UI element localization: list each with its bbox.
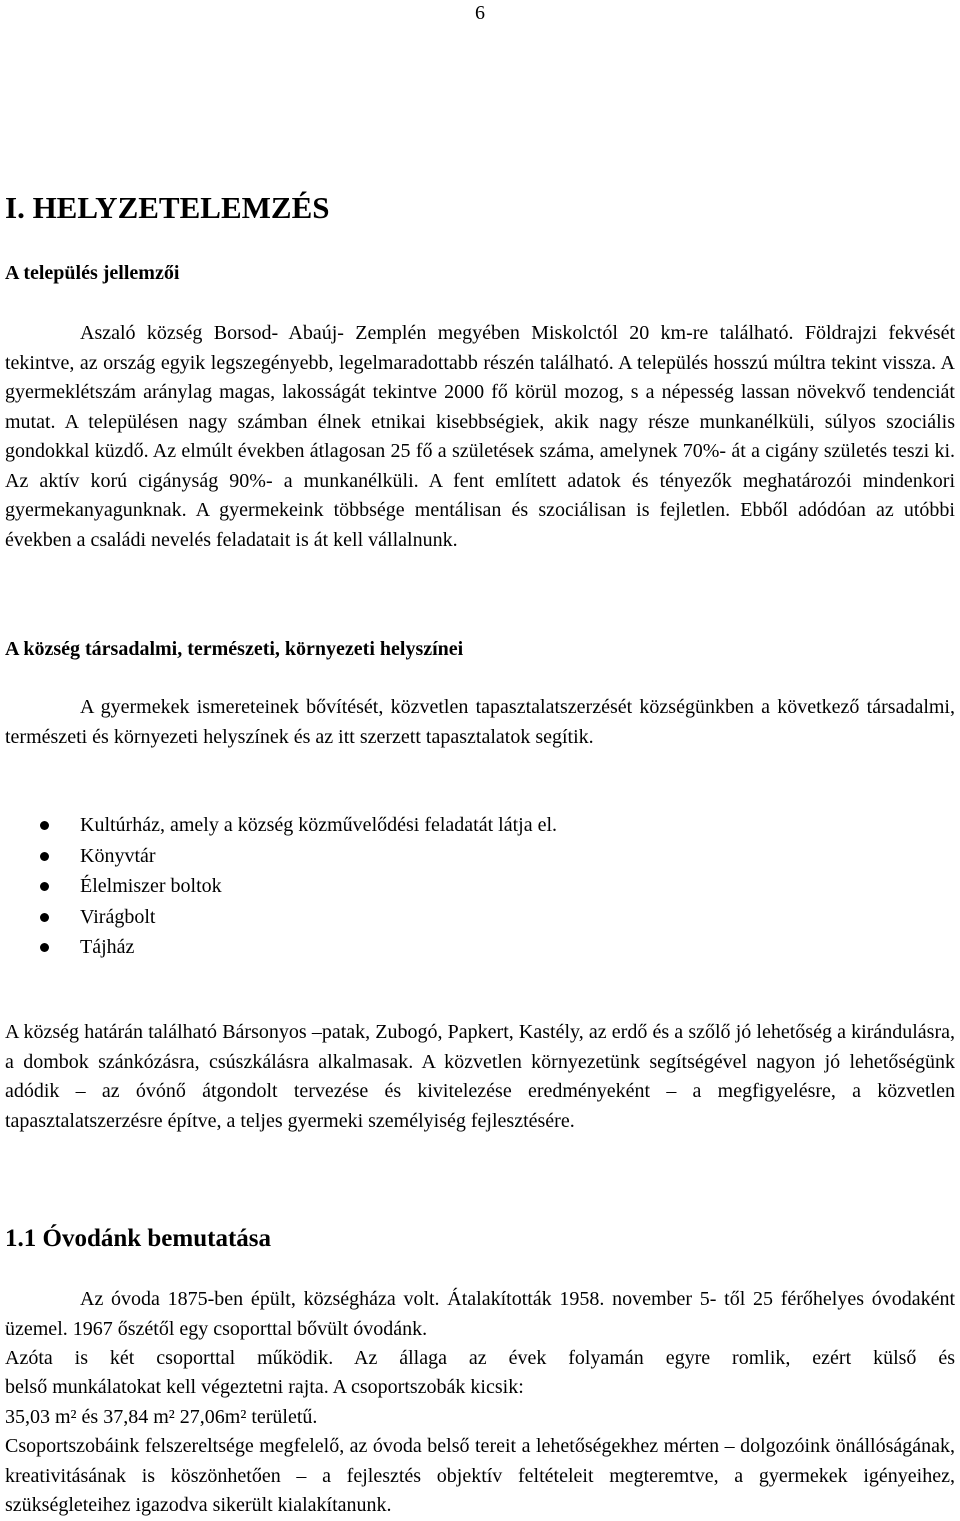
bullet-icon bbox=[40, 882, 49, 891]
kindergarten-areas-line: 35,03 m² és 37,84 m² 27,06m² területű. bbox=[5, 1406, 318, 1428]
list-item bbox=[0, 810, 557, 841]
list-item-label: Virágbolt bbox=[80, 905, 156, 928]
kindergarten-intro-paragraph: Az óvoda 1875-ben épült, községháza volt. Átalakították 1958. november 5- től 25 férőhelyes óvodaként üzemel. 1967 őszétől egy csoporttal bővült óvodánk. bbox=[5, 1288, 955, 1340]
bullet-icon bbox=[40, 821, 49, 830]
list-item-label: Tájház bbox=[80, 936, 135, 958]
list-item bbox=[0, 871, 557, 902]
kindergarten-groups-line-1: Azóta is két csoporttal működik. Az állaga az évek folyamán egyre romlik, ezért külső és bbox=[5, 1347, 955, 1369]
bullet-icon bbox=[40, 852, 49, 861]
page-number: 6 bbox=[475, 2, 485, 24]
bullet-icon bbox=[40, 943, 49, 952]
locations-list bbox=[0, 810, 557, 963]
chapter-heading: I. HELYZETELEMZÉS bbox=[5, 190, 330, 225]
locations-section-title: A község társadalmi, természeti, környezeti helyszínei bbox=[5, 638, 464, 660]
list-item-label: Kultúrház, amely a község közművelődési feladatát látja el. bbox=[80, 814, 558, 836]
locations-closing-paragraph: A község határán található Bársonyos –patak, Zubogó, Papkert, Kastély, az erdő és a szőlő jó lehetőség a kirándulásra, a dombok szánkózásra, csúszkálásra alkalmasak. A közvetlen környezetünk segítségével nagyon jó lehetőségünk adódik – az óvónő átgondolt tervezése és kivitelezése eredményeként – a megfigyelésre, a közvetlen tapasztalatszerzésre építve, a teljes gyermeki személyiség fejlesztésére. bbox=[5, 1021, 955, 1132]
settlement-section-title: A település jellemzői bbox=[5, 262, 180, 284]
kindergarten-equipment-paragraph: Csoportszobáink felszereltsége megfelelő, az óvoda belső tereit a lehetőségekhez mérten – dolgozóink önállóságának, kreativitásának is köszönhetően – a fejlesztés objektív feltételeit megteremtve, a gyermekek igényeihez, szükségleteihez igazodva sikerült kialakítanunk. bbox=[5, 1435, 955, 1516]
bullet-icon bbox=[40, 913, 49, 922]
list-item bbox=[0, 902, 557, 933]
settlement-paragraph: Aszaló község Borsod- Abaúj- Zemplén megyében Miskolctól 20 km-re található. Földrajzi fekvését tekintve, az ország egyik legszegényebb, legelmaradottabb részén található. A település hosszú múltra tekint vissza. A gyermeklétszám aránylag magas, lakosságát tekintve 2000 fő körül mozog, s a népesség lassan növekvő tendenciát mutat. A településen nagy számban élnek etnikai kisebbségiek, akik nagy része munkanélküli, súlyos szociális gondokkal küzdő. Az elmúlt években átlagosan 25 fő a születések száma, amelynek 70%- át a cigány születés teszi ki. Az aktív korú cigányság 90%- a munkanélküli. A fent említett adatok és tényezők meghatározói mindenkori gyermekanyagunknak. A gyermekeink többsége mentálisan és szociálisan is fejletlen. Ebből adódóan az utóbbi években a családi nevelés feladatait is át kell vállalnunk. bbox=[5, 322, 955, 551]
kindergarten-groups-line-2: belső munkálatokat kell végeztetni rajta. A csoportszobák kicsik: bbox=[5, 1376, 524, 1398]
locations-intro-paragraph: A gyermekek ismereteinek bővítését, közvetlen tapasztalatszerzését községünkben a következő társadalmi, természeti és környezeti helyszínek és az itt szerzett tapasztalatok segítik. bbox=[5, 696, 955, 748]
list-item-label: Könyvtár bbox=[80, 844, 156, 867]
list-item bbox=[0, 932, 557, 963]
list-item bbox=[0, 841, 557, 872]
kindergarten-section-title: 1.1 Óvodánk bemutatása bbox=[5, 1225, 272, 1252]
list-item-label: Élelmiszer boltok bbox=[80, 875, 222, 897]
